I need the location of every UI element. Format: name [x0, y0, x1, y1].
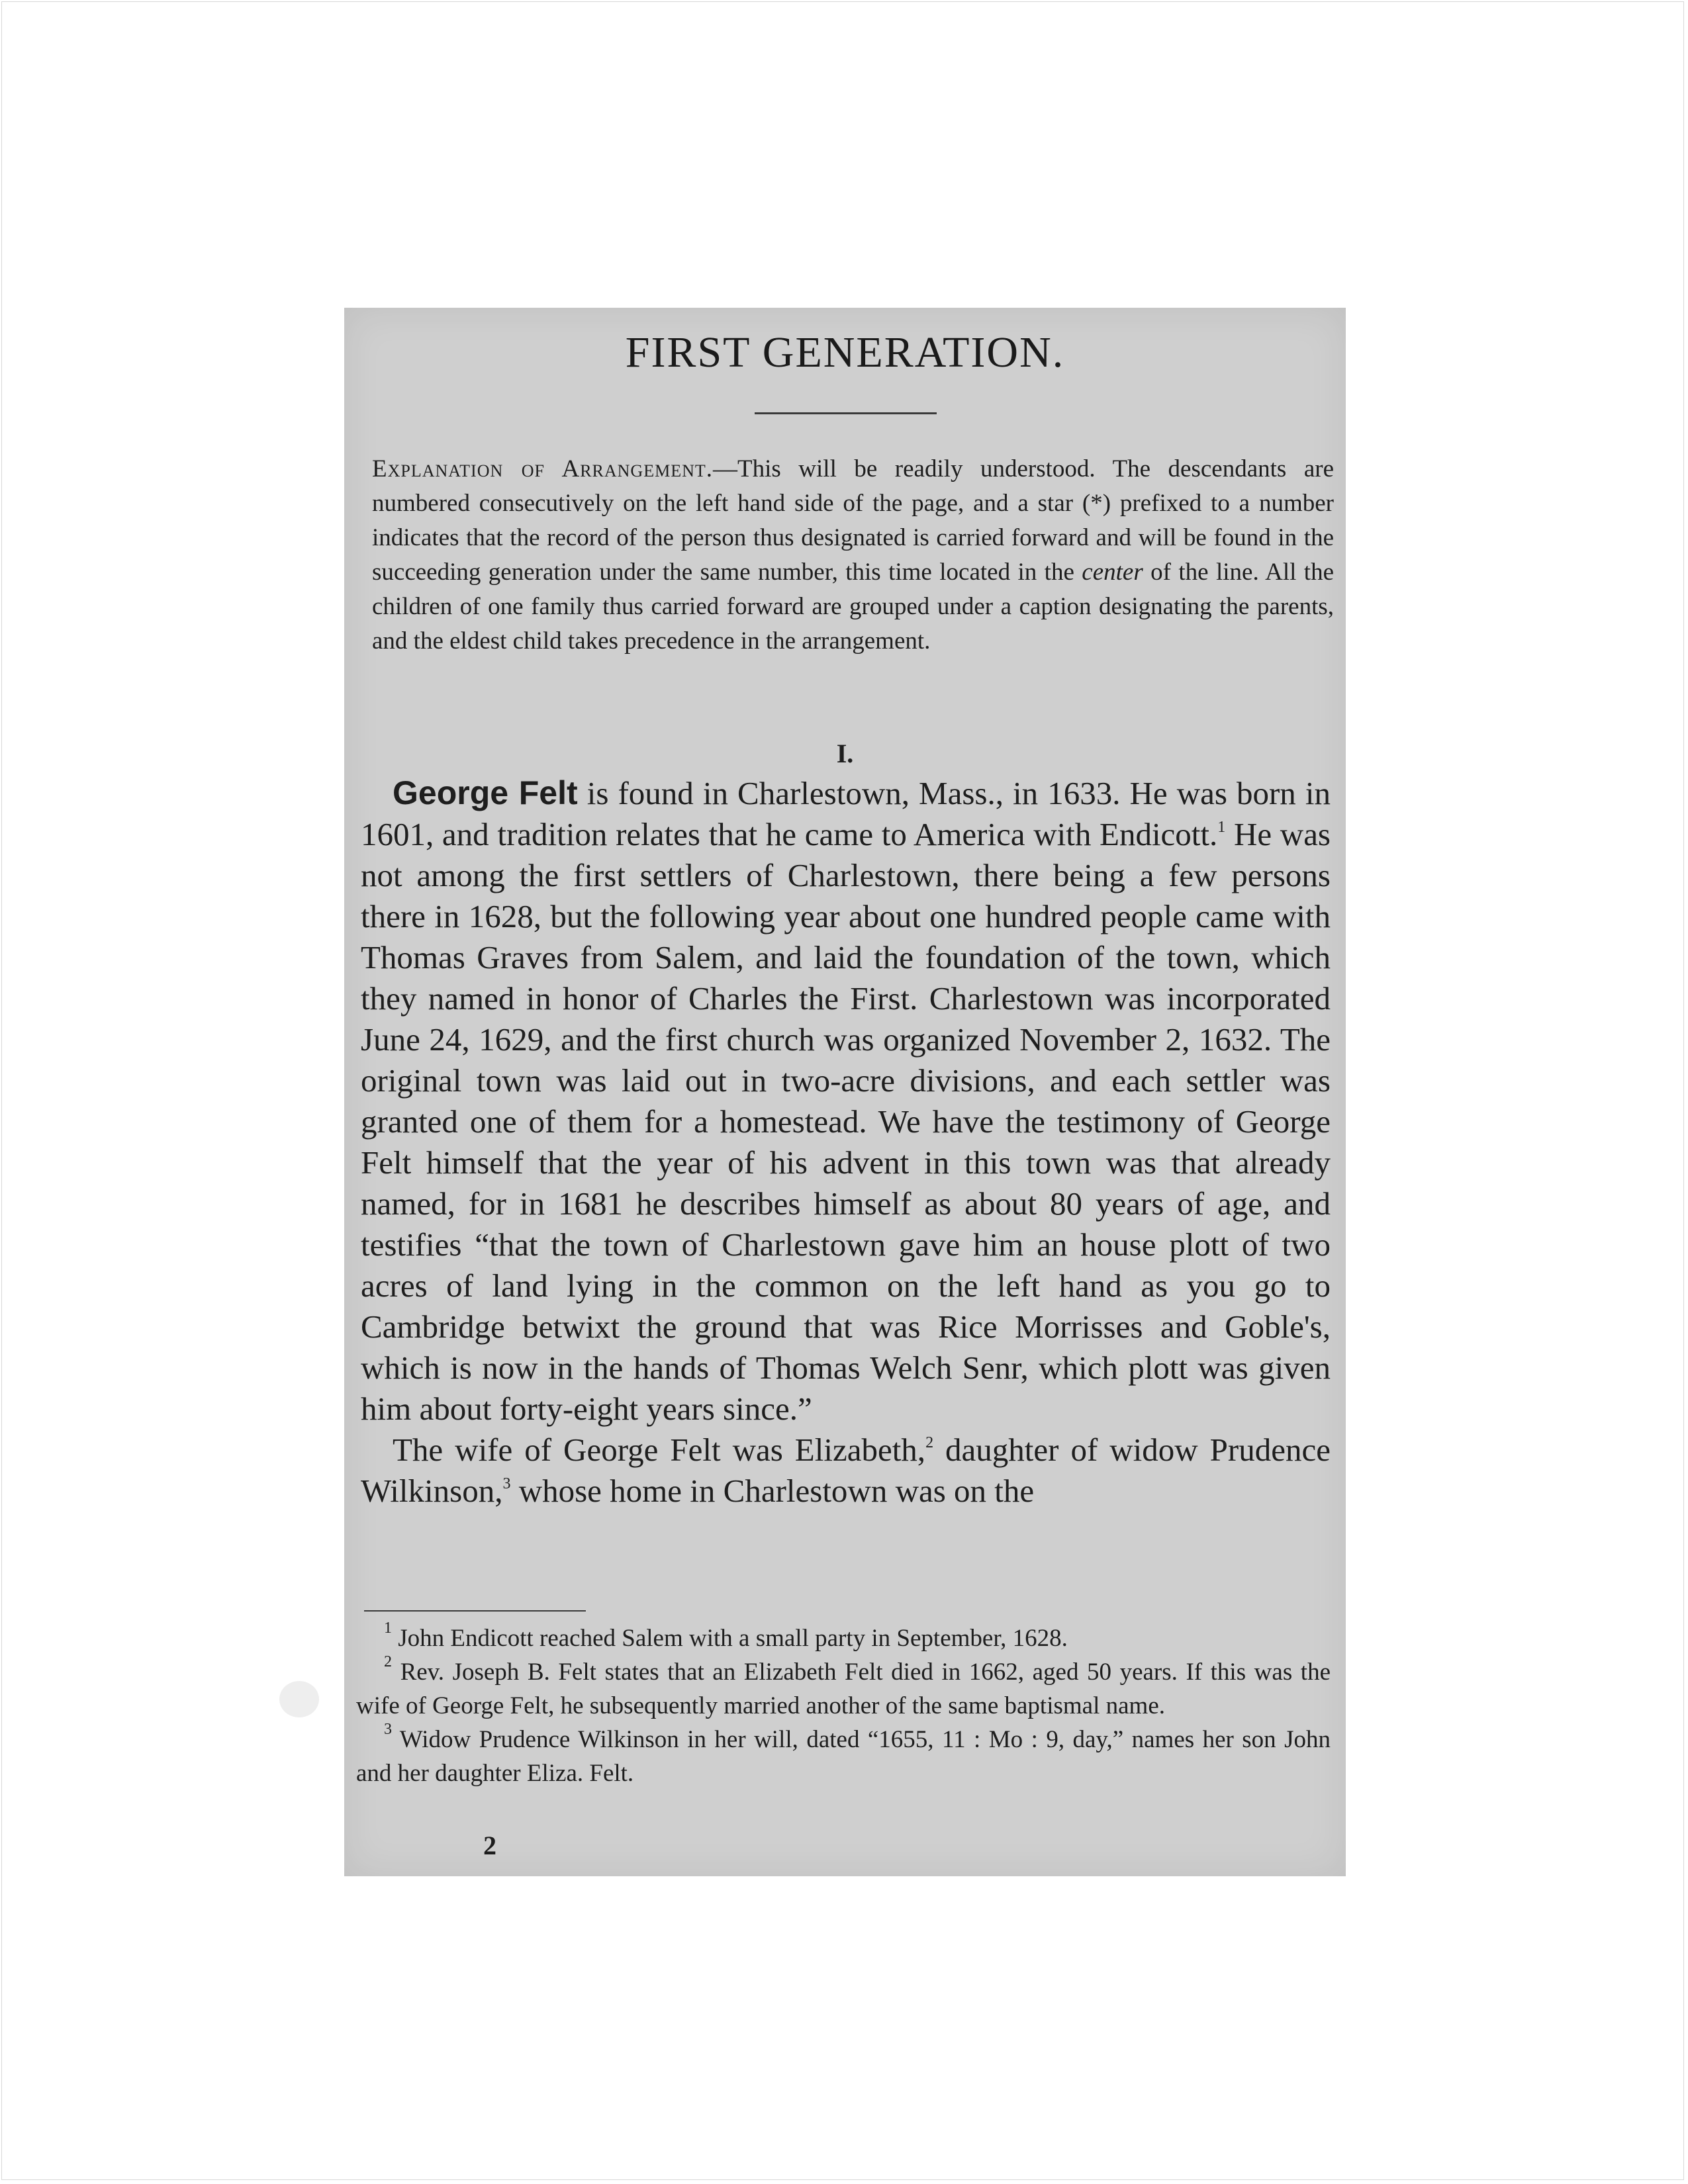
footnote-mark: 2: [384, 1653, 392, 1670]
paragraph-2-text-a: The wife of George Felt was Elizabeth,: [393, 1432, 926, 1468]
explanation-lead: Explanation of Arrangement.: [372, 455, 713, 482]
footnote-1: [356, 1621, 1331, 1655]
person-name: George Felt: [393, 774, 578, 811]
explanation-text-1: —This will be readily understood. The descendants are numbered consecutively on the left hand side of the page, and a star (*) prefixed to a number indicates that the record of the person thus designated is carried forward and will be found in the succeeding generation under the same number, this time located in the: [372, 455, 1334, 586]
body-text: [361, 772, 1331, 1512]
paragraph-1: [361, 772, 1331, 1430]
scan-smudge: [279, 1681, 319, 1717]
footnote-text: John Endicott reached Salem with a small party in September, 1628.: [392, 1625, 1068, 1652]
footnote-ref-2: 2: [925, 1434, 934, 1451]
footnote-mark: 3: [384, 1721, 392, 1738]
scanned-page: [344, 308, 1346, 1876]
paragraph-1-text-b: He was not among the first settlers of Charlestown, there being a few persons there in 1628, but the following year about one hundred people came with Thomas Graves from Salem, and laid the foundation of the town, which they named in honor of Charles the First. Charlestown was incorporated June 24, 1629, and the first church was organized November 2, 1632. The original town was laid out in two-acre divisions, and each settler was granted one of them for a homestead. We have the testimony of George Felt himself that the year of his advent in this town was that already named, for in 1681 he describes himself as about 80 years of age, and testifies “that the town of Charlestown gave him an house plott of two acres of land lying in the common on the left hand as you go to Cambridge betwixt the ground that was Rice Morrisses and Goble's, which is now in the hands of Thomas Welch Senr, which plott was given him about forty-eight years since.”: [361, 816, 1331, 1427]
page-number: 2: [483, 1831, 496, 1860]
footnote-text: Widow Prudence Wilkinson in her will, dated “1655, 11 : Mo : 9, day,” names her son John and her daughter Eliza. Felt.: [356, 1726, 1331, 1787]
footnote-ref-3: 3: [502, 1475, 511, 1492]
footnote-ref-1: 1: [1217, 819, 1226, 836]
footnote-2: [356, 1655, 1331, 1723]
title-rule: [755, 412, 937, 414]
paragraph-2-text-c: whose home in Charlestown was on the: [510, 1473, 1035, 1509]
paragraph-1-text-a: is found in Charlestown, Mass., in 1633. He was born in 1601, and tradition relates that he came to America with Endicott.: [361, 775, 1331, 852]
explanation-text-2: of the line. All the children of one family thus carried forward are grouped under a caption designating the parents, and the eldest child takes precedence in the arrangement.: [372, 559, 1334, 655]
paragraph-2-text-b: daughter of widow Prudence Wilkinson,: [361, 1432, 1331, 1509]
footnote-mark: 1: [384, 1619, 392, 1637]
footnotes: [356, 1621, 1331, 1790]
page-title: FIRST GENERATION.: [625, 328, 1065, 377]
explanation-italic: center: [1082, 559, 1143, 586]
explanation-paragraph: [372, 452, 1334, 659]
footnote-text: Rev. Joseph B. Felt states that an Elizabeth Felt died in 1662, aged 50 years. If this was the wife of George Felt, he subsequently married another of the same baptismal name.: [356, 1659, 1331, 1719]
section-number: I.: [836, 739, 854, 768]
footnote-3: [356, 1723, 1331, 1790]
footnote-rule: [364, 1610, 586, 1612]
paragraph-2: [361, 1430, 1331, 1512]
